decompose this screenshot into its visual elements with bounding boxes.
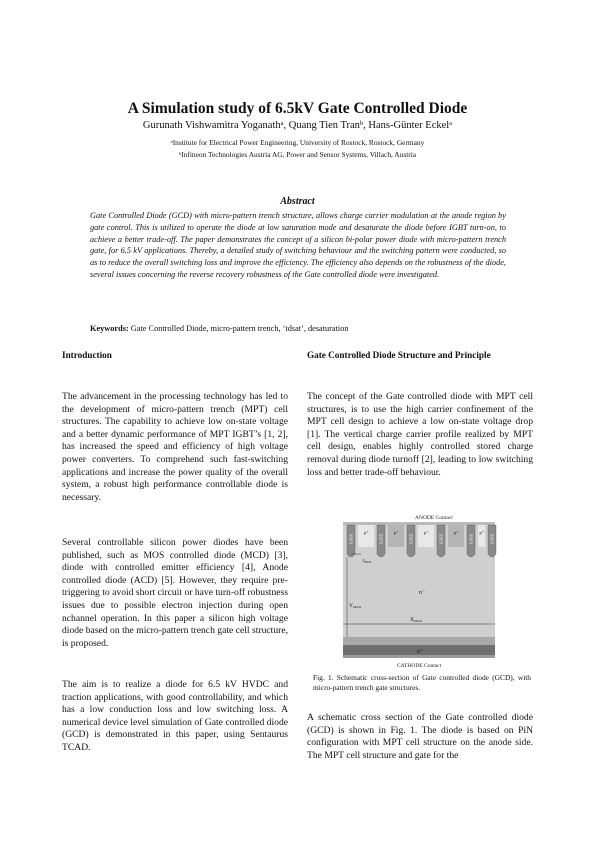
xmax-label: XMAX (410, 617, 423, 623)
intro-paragraph-1: The advancement in the processing technology has led to the development of micro-pattern trench (MPT) cell structures. The capability to achieve low on-state voltage and a better dynamic performance of MPT IGBT’s [1, 2], has increased the speed and efficiency of high voltage power converters. To comprehend such fast-switching applications and increase the power quality of the overall system, a robust high performance controllable diode is necessary. (62, 391, 288, 503)
gate-label: GATE (489, 533, 495, 544)
field-stop-layer (343, 637, 495, 645)
p-plus-label: p⁺ (479, 530, 485, 535)
section-heading-introduction: Introduction (62, 350, 112, 360)
gate-label: GATE (348, 533, 354, 544)
p-plus-region (358, 525, 374, 547)
p-plus-region (418, 525, 434, 547)
n-minus-label: n⁻ (419, 590, 426, 596)
figure-1-schematic (337, 512, 509, 670)
abstract-text: Gate Controlled Diode (GCD) with micro-pattern trench structure, allows charge carrier modulation at the anode region by gate control. This is utilized to operate the diode at low saturation mode and desaturate the diode before IGBT turn-on, to achieve a better trade-off. The paper demonstrates the concept of a silicon bi-polar power diode with micro-pattern trench gate, for 6.5 kV applications. Thereby, a detailed study of switching behaviour and the switching pattern were conducted, so as to reduce the overall switching loss and improve the efficiency. The efficiency also depends on the robustness of the diode, several issues concerning the reverse recovery robustness of the Gate controlled diode were investigated. (90, 211, 506, 279)
keywords-text: Gate Controlled Diode, micro-pattern trench, ‘tdsat’, desaturation (130, 324, 349, 333)
section-heading-gcd-structure: Gate Controlled Diode Structure and Principle (307, 350, 491, 360)
gcd-paragraph-2: A schematic cross section of the Gate controlled diode (GCD) is shown in Fig. 1. The diode is based on PiN configuration with MPT cell structure on the anode side. The MPT cell structure and gate for the (307, 712, 533, 761)
cathode-contact-label: CATHODE Contact (397, 663, 442, 669)
affiliation-1: ᵃInstitute for Electrical Power Engineering, University of Rostock, Rostock, Germany (170, 138, 425, 147)
p-plus-label: p⁺ (364, 530, 369, 535)
n-plus-label: n⁺ (417, 649, 424, 655)
abstract-heading: Abstract (280, 196, 315, 207)
author-list: Gurunath Vishwamitra Yoganathᵃ, Quang Tien Tranᵇ, Hans-Günter Eckelᵃ (142, 120, 453, 131)
cathode-contact (343, 655, 495, 658)
paper-title: A Simulation study of 6.5kV Gate Controlled Diode (127, 100, 468, 117)
gcd-paragraph-1: The concept of the Gate controlled diode with MPT cell structures, is to use the high carrier confinement of the MPT cell design to achieve a low on-state voltage drop [1]. The vertical charge carrier profile realized by MPT cell design, enables highly controlled stored charge removal during diode turnoff [2], leading to low switching loss and better trade-off behaviour. (307, 391, 533, 478)
ymax-label: YMAX (349, 603, 362, 609)
p-plus-label: p⁺ (424, 530, 429, 535)
anode-contact (343, 522, 495, 525)
tmos-label: $t_{MOS}$ (363, 559, 372, 564)
intro-paragraph-2: Several controllable silicon power diodes have been published, such as MOS controlled diode (MCD) [3], diode with controlled emitter efficiency [4], Anode controlled diode (ACD) [5]. However, they require pre-triggering to avoid short circuit or have turn-off robustness issues due to possible electron injection during open nchannel operation. In this paper a silicon high voltage diode based on the micro-pattern trench gate cell structure, is proposed. (62, 537, 288, 649)
gate-label: GATE (378, 533, 384, 544)
p-plus-label: p⁺ (394, 530, 399, 535)
gate-label: GATE (408, 533, 414, 544)
intro-paragraph-3: The aim is to realize a diode for 6.5 kV HVDC and traction applications, with good controllability, and which has a low conduction loss and low switching loss. A numerical device level simulation of Gate controlled diode (GCD) is demonstrated in this paper, using Sentaurus TCAD. (62, 679, 288, 753)
affiliation-2: ᵇInfineon Technologies Austria AG, Power and Sensor Systems, Villach, Austria (178, 150, 417, 159)
p-plus-label: p⁺ (454, 530, 459, 535)
keywords (90, 324, 510, 333)
anode-contact-label: ANODE Contact (415, 515, 453, 521)
p-plus-region (448, 525, 464, 547)
keywords-label: Keywords: (90, 324, 129, 333)
figure-1-caption: Fig. 1. Schematic cross-section of Gate controlled diode (GCD), with micro-pattern trench gate structures. (313, 673, 531, 692)
gate-label: GATE (468, 533, 474, 544)
gate-label: GATE (438, 533, 444, 544)
p-plus-region (478, 525, 485, 547)
p-plus-region (388, 525, 404, 547)
